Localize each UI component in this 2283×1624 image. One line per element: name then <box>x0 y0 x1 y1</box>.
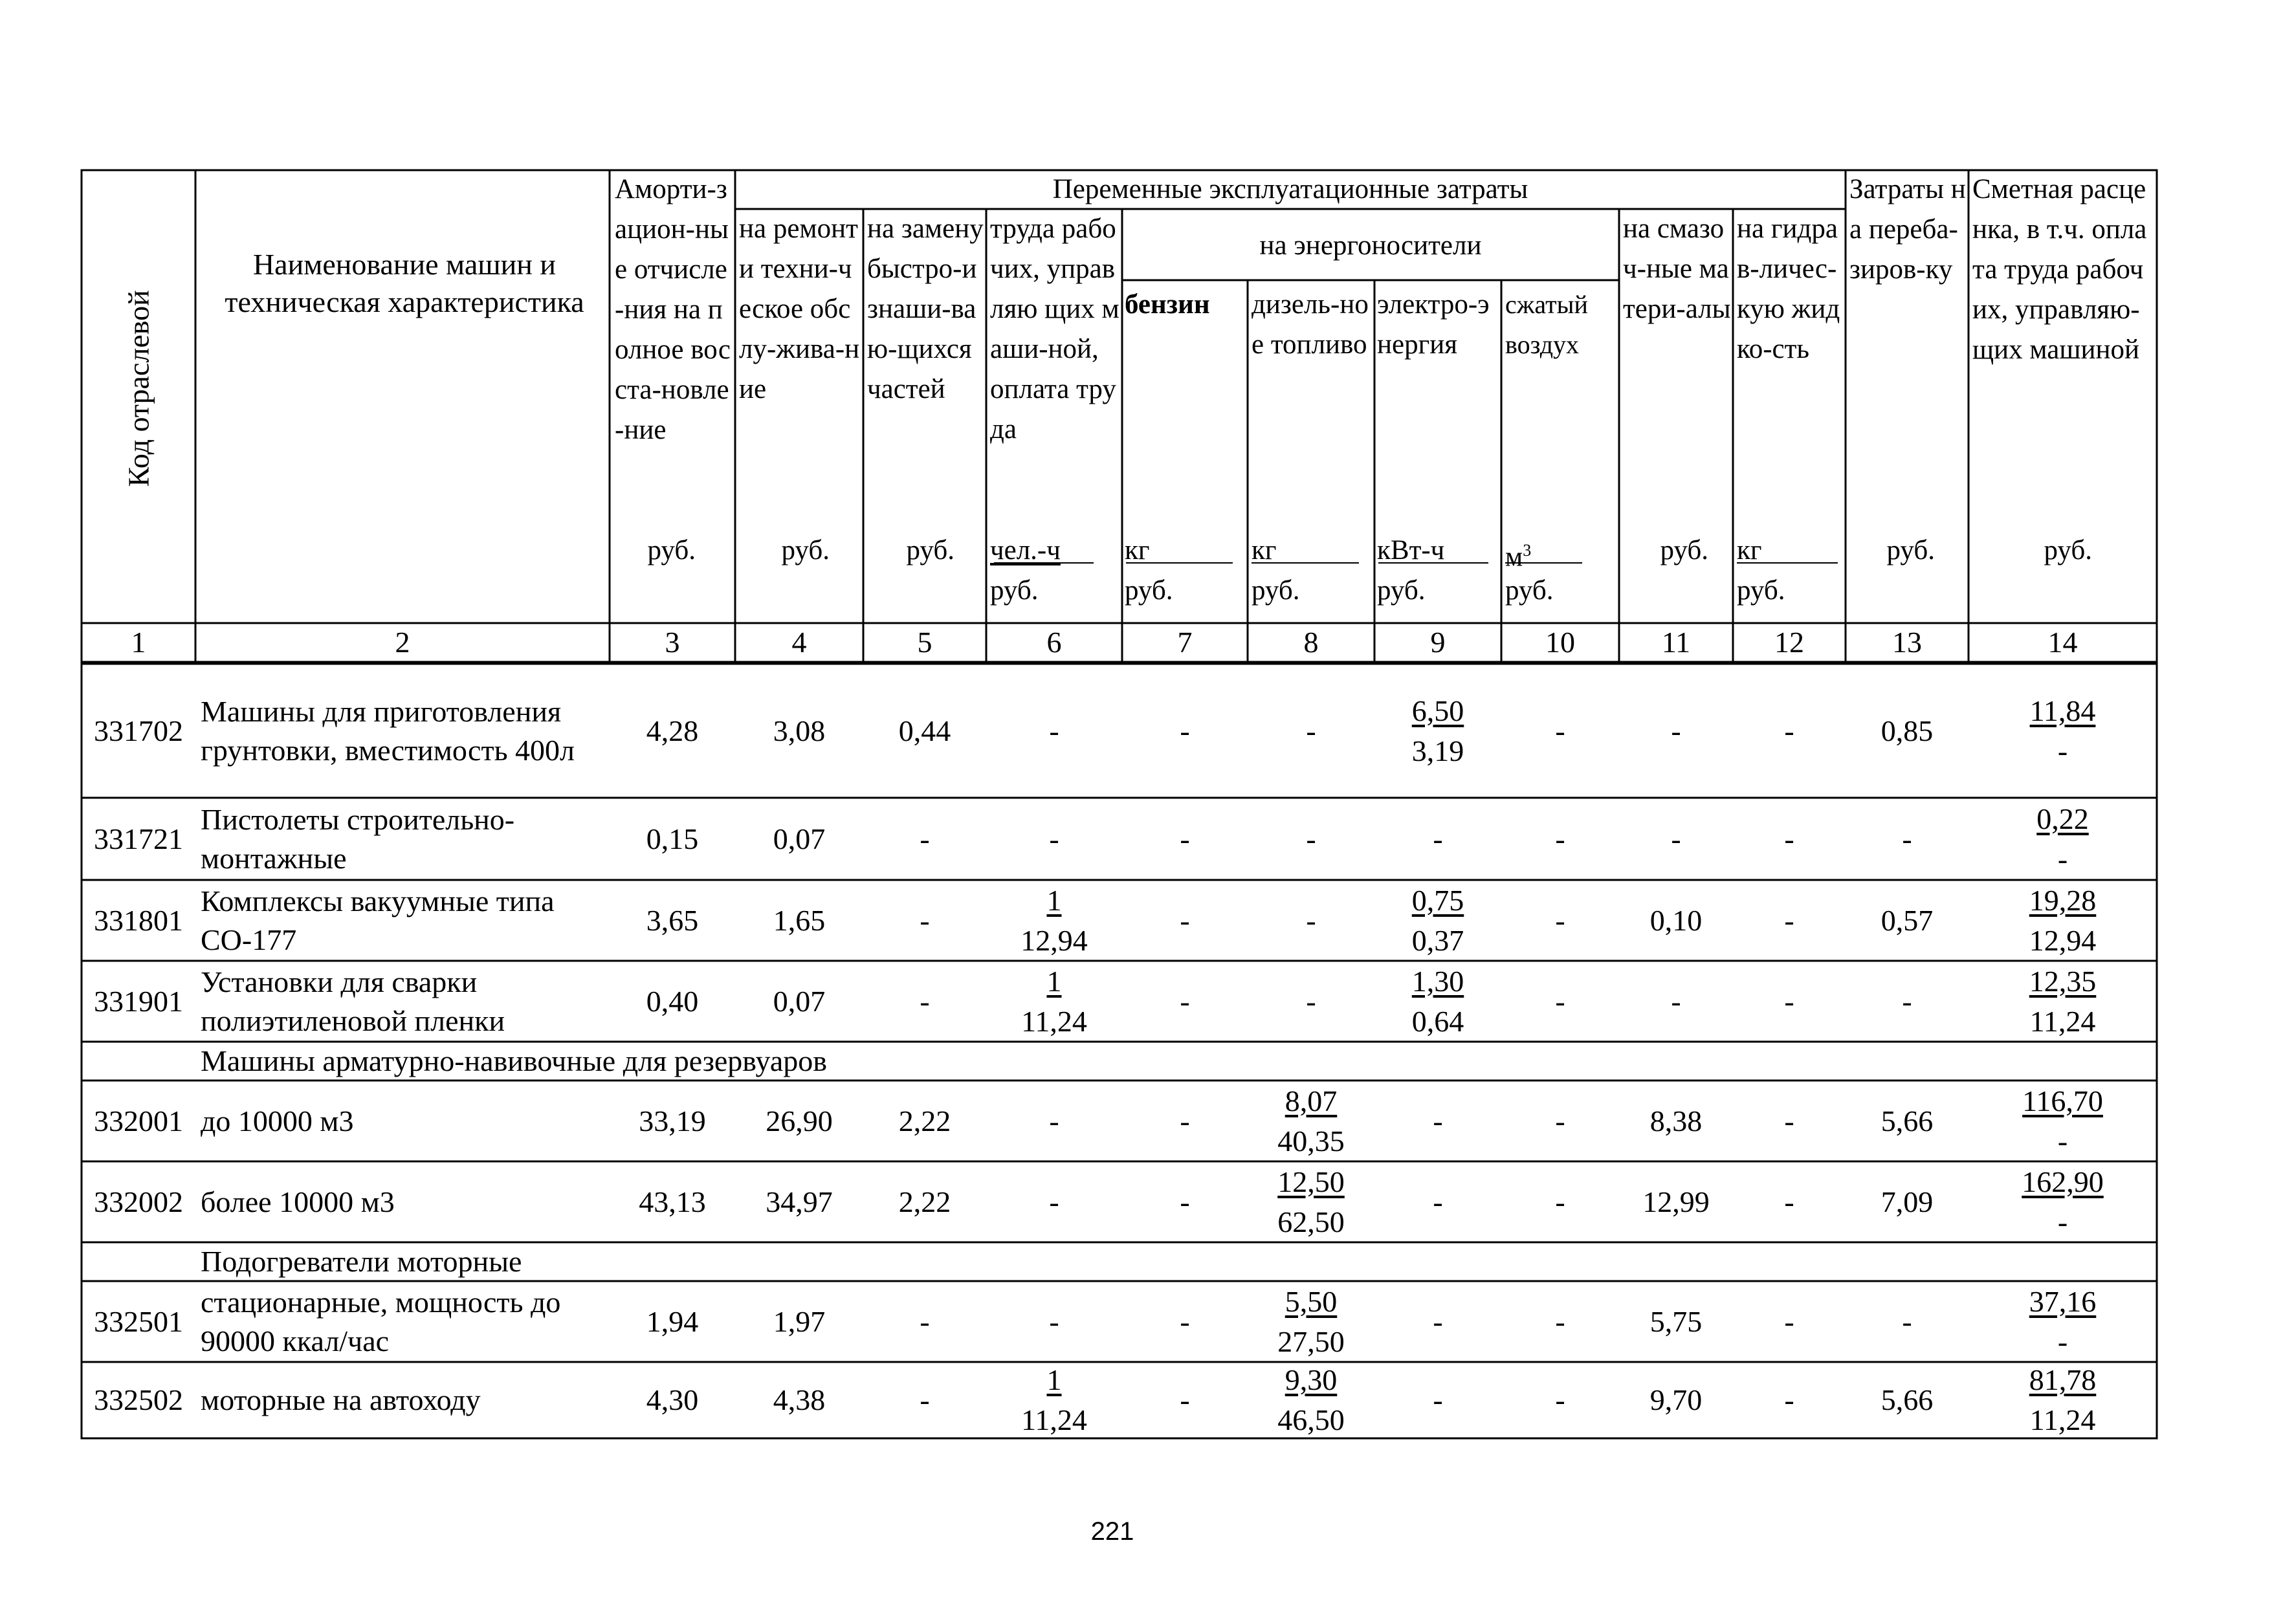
value-cell: - <box>1049 714 1059 747</box>
value-cell: - <box>1180 1304 1190 1338</box>
fraction-denominator: 0,37 <box>1411 923 1464 957</box>
value-cell: 1,94 <box>646 1304 699 1338</box>
value-cell: 0,57 <box>1880 903 1934 937</box>
row-code: 332501 <box>94 1304 183 1338</box>
column-number: 13 <box>1892 626 1922 659</box>
value-cell: - <box>1180 1383 1190 1416</box>
row-name: до 10000 м3 <box>201 1104 354 1137</box>
fraction-cell <box>1994 1282 2131 1362</box>
value-cell: 5,66 <box>1880 1383 1934 1416</box>
fraction-cell <box>1374 881 1501 961</box>
unit-rub-7: руб. <box>1125 575 1173 606</box>
value-cell: - <box>1555 903 1565 937</box>
value-cell: - <box>1180 984 1190 1018</box>
unit-m3-sup: 3 <box>1523 541 1532 560</box>
value-cell: - <box>1902 822 1912 855</box>
value-cell: - <box>1784 1185 1794 1218</box>
value-cell: - <box>1306 984 1316 1018</box>
header-energy: на энергоносители <box>1259 230 1482 261</box>
column-number: 9 <box>1430 626 1446 659</box>
header-replace: на замену быстро-изнаши-ваю-щихся частей <box>867 214 984 404</box>
header-air: сжатый воздух <box>1505 290 1588 359</box>
value-cell: - <box>920 903 930 937</box>
fraction-numerator: 37,16 <box>2029 1284 2097 1318</box>
value-cell: - <box>1784 1304 1794 1338</box>
group-heading: Машины арматурно-навивочные для резервуаров <box>201 1044 827 1077</box>
header-electricity: электро-энергия <box>1377 289 1490 360</box>
value-cell: - <box>920 822 930 855</box>
unit-chelch: чел.-ч <box>990 535 1061 565</box>
row-code: 331721 <box>94 822 183 855</box>
value-cell: 12,99 <box>1642 1185 1710 1218</box>
fraction-denominator: 11,24 <box>2029 1004 2096 1038</box>
fraction-numerator: 0,75 <box>1411 883 1464 917</box>
unit-rub-10: руб. <box>1505 575 1554 606</box>
value-cell: - <box>1671 822 1681 855</box>
value-cell: - <box>1433 822 1443 855</box>
row-name: более 10000 м3 <box>201 1185 395 1218</box>
value-cell: - <box>1784 903 1794 937</box>
value-cell: - <box>1306 822 1316 855</box>
row-code: 332502 <box>94 1383 183 1416</box>
row-name: стационарные, мощность до <box>201 1285 561 1319</box>
fraction-numerator: 116,70 <box>2022 1084 2103 1117</box>
value-cell: 1,65 <box>773 903 826 937</box>
fraction-denominator: 0,64 <box>1411 1004 1464 1038</box>
value-cell: - <box>1784 714 1794 747</box>
fraction-cell <box>1248 1162 1374 1242</box>
column-number: 4 <box>791 626 807 659</box>
fraction-numerator: 1 <box>1046 883 1062 917</box>
value-cell: 0,85 <box>1880 714 1934 747</box>
fraction-cell <box>1994 961 2131 1042</box>
row-name: 90000 ккал/час <box>201 1324 390 1357</box>
header-code: Код отраслевой <box>122 290 155 487</box>
column-number: 5 <box>917 626 932 659</box>
value-cell: - <box>1049 1304 1059 1338</box>
value-cell: 3,08 <box>773 714 826 747</box>
value-cell: 0,15 <box>646 822 699 855</box>
fraction-numerator: 12,50 <box>1277 1165 1345 1198</box>
unit-kg-7: кг <box>1125 535 1150 565</box>
value-cell: - <box>920 1304 930 1338</box>
row-name: полиэтиленовой пленки <box>201 1004 505 1037</box>
value-cell: - <box>920 984 930 1018</box>
header-relocation: Затраты на переба-зиров-ку <box>1849 174 1966 285</box>
value-cell: 33,19 <box>639 1104 706 1137</box>
fraction-cell <box>1374 961 1501 1042</box>
value-cell: - <box>1784 984 1794 1018</box>
header-labor: труда рабочих, управляю щих маши-ной, оплата труда <box>990 214 1119 444</box>
unit-kg-12: кг <box>1737 535 1762 565</box>
fraction-cell <box>1248 1282 1374 1362</box>
value-cell: 8,38 <box>1649 1104 1703 1137</box>
value-cell: - <box>1555 1185 1565 1218</box>
value-cell: - <box>1671 984 1681 1018</box>
value-cell: - <box>1555 1383 1565 1416</box>
fraction-numerator: 6,50 <box>1411 694 1464 727</box>
fraction-cell <box>1248 1360 1374 1440</box>
value-cell: 7,09 <box>1880 1185 1934 1218</box>
fraction-cell <box>1994 1081 2131 1161</box>
value-cell: 3,65 <box>646 903 699 937</box>
header-petrol: бензин <box>1125 289 1210 320</box>
unit-rub-12: руб. <box>1737 575 1785 606</box>
value-cell: 0,40 <box>646 984 699 1018</box>
unit-rub-14: руб. <box>2044 535 2092 565</box>
fraction-numerator: 12,35 <box>2029 964 2097 998</box>
fraction-denominator: 62,50 <box>1277 1205 1345 1238</box>
fraction-cell <box>986 1360 1122 1440</box>
value-cell: - <box>1049 822 1059 855</box>
fraction-cell <box>986 881 1122 961</box>
value-cell: - <box>1671 714 1681 747</box>
fraction-cell <box>986 961 1122 1042</box>
value-cell: - <box>1180 903 1190 937</box>
column-number: 8 <box>1303 626 1319 659</box>
fraction-cell <box>1994 799 2131 879</box>
unit-rub-13: руб. <box>1886 535 1935 565</box>
value-cell: 43,13 <box>639 1185 706 1218</box>
fraction-cell <box>1994 881 2131 961</box>
fraction-denominator: 11,24 <box>2029 1403 2096 1436</box>
row-code: 332002 <box>94 1185 183 1218</box>
fraction-cell <box>1374 691 1501 771</box>
column-number: 3 <box>665 626 680 659</box>
header-diesel: дизель-ное топливо <box>1252 289 1369 360</box>
unit-kg-8: кг <box>1252 535 1277 565</box>
fraction-numerator: 9,30 <box>1285 1363 1338 1396</box>
value-cell: - <box>1180 1185 1190 1218</box>
column-number: 11 <box>1661 626 1691 659</box>
column-number: 6 <box>1046 626 1062 659</box>
fraction-denominator: - <box>2057 1324 2068 1358</box>
value-cell: - <box>1902 984 1912 1018</box>
fraction-numerator: 1,30 <box>1411 964 1464 998</box>
row-code: 332001 <box>94 1104 183 1137</box>
value-cell: - <box>1306 903 1316 937</box>
value-cell: - <box>1180 1104 1190 1137</box>
value-cell: - <box>1784 1104 1794 1137</box>
value-cell: 5,75 <box>1649 1304 1703 1338</box>
unit-kvtch: кВт-ч <box>1377 535 1445 565</box>
value-cell: - <box>1784 822 1794 855</box>
header-hydraulic: на гидрав-личес-кую жидко-сть <box>1737 214 1840 364</box>
fraction-denominator: - <box>2057 734 2068 767</box>
fraction-numerator: 11,84 <box>2029 694 2096 727</box>
fraction-denominator: 27,50 <box>1277 1324 1345 1358</box>
header-repair: на ремонт и техни-ческое обслу-жива-ние <box>739 214 860 404</box>
unit-rub-9: руб. <box>1377 575 1426 606</box>
row-code: 331901 <box>94 984 183 1018</box>
fraction-denominator: - <box>2057 1205 2068 1238</box>
header-name-text: Наименование машин и техническая характеристика <box>225 248 584 318</box>
unit-rub-6: руб. <box>990 575 1039 606</box>
value-cell: 4,38 <box>773 1383 826 1416</box>
fraction-numerator: 8,07 <box>1285 1084 1338 1117</box>
column-number: 12 <box>1774 626 1804 659</box>
fraction-numerator: 1 <box>1046 1363 1062 1396</box>
fraction-cell <box>1994 1162 2131 1242</box>
unit-rub-4: руб. <box>781 535 830 565</box>
header-variable-costs: Переменные эксплуатационные затраты <box>1052 174 1528 204</box>
header-lubricants: на смазоч-ные матери-алы <box>1623 214 1731 324</box>
fraction-denominator: 11,24 <box>1021 1004 1087 1038</box>
value-cell: - <box>1555 822 1565 855</box>
fraction-denominator: 40,35 <box>1277 1124 1345 1158</box>
row-name: монтажные <box>201 841 347 875</box>
value-cell: 2,22 <box>898 1104 951 1137</box>
unit-rub-8: руб. <box>1252 575 1300 606</box>
column-number: 2 <box>395 626 410 659</box>
unit-rub-5: руб. <box>906 535 954 565</box>
value-cell: 2,22 <box>898 1185 951 1218</box>
fraction-numerator: 1 <box>1046 964 1062 998</box>
value-cell: - <box>1784 1383 1794 1416</box>
row-code: 331702 <box>94 714 183 747</box>
value-cell: - <box>1433 1304 1443 1338</box>
fraction-numerator: 0,22 <box>2036 802 2089 835</box>
value-cell: 0,44 <box>898 714 951 747</box>
fraction-denominator: 11,24 <box>1021 1403 1087 1436</box>
header-amort: Аморти-зацион-ные отчисле-ния на полное восста-новле-ние <box>615 174 731 445</box>
unit-rub-3: руб. <box>647 535 696 565</box>
row-name: моторные на автоходу <box>201 1383 481 1416</box>
value-cell: 1,97 <box>773 1304 826 1338</box>
value-cell: 9,70 <box>1649 1383 1703 1416</box>
value-cell: - <box>1049 1104 1059 1137</box>
fraction-numerator: 162,90 <box>2022 1165 2104 1198</box>
fraction-denominator: 3,19 <box>1411 734 1464 767</box>
column-number: 1 <box>131 626 146 659</box>
group-heading: Подогреватели моторные <box>201 1245 522 1278</box>
page-number: 221 <box>1090 1517 1134 1546</box>
value-cell: 34,97 <box>766 1185 833 1218</box>
row-name: Комплексы вакуумные типа <box>201 884 555 917</box>
header-estimate: Сметная расценка, в т.ч. оплата труда рабочих, управляю-щих машиной <box>1972 174 2147 365</box>
fraction-denominator: 12,94 <box>1020 923 1088 957</box>
value-cell: - <box>1306 714 1316 747</box>
column-number: 7 <box>1177 626 1193 659</box>
header-name <box>207 246 602 321</box>
column-number: 14 <box>2047 626 2078 659</box>
value-cell: - <box>1555 984 1565 1018</box>
value-cell: 0,07 <box>773 984 826 1018</box>
value-cell: 5,66 <box>1880 1104 1934 1137</box>
row-code: 331801 <box>94 903 183 937</box>
column-number: 10 <box>1545 626 1575 659</box>
value-cell: 0,07 <box>773 822 826 855</box>
value-cell: 26,90 <box>766 1104 833 1137</box>
fraction-denominator: 46,50 <box>1277 1403 1345 1436</box>
fraction-numerator: 81,78 <box>2029 1363 2097 1396</box>
row-name: Установки для сварки <box>201 965 478 998</box>
row-name: грунтовки, вместимость 400л <box>201 733 575 767</box>
value-cell: 0,10 <box>1649 903 1703 937</box>
row-name: СО-177 <box>201 923 297 956</box>
value-cell: - <box>1433 1185 1443 1218</box>
fraction-cell <box>1248 1081 1374 1161</box>
value-cell: - <box>1433 1104 1443 1137</box>
fraction-cell <box>1994 1360 2131 1440</box>
value-cell: - <box>1555 1304 1565 1338</box>
unit-m3-base: м <box>1505 542 1523 573</box>
fraction-numerator: 19,28 <box>2029 883 2097 917</box>
fraction-denominator: 12,94 <box>2029 923 2097 957</box>
value-cell: - <box>1433 1383 1443 1416</box>
row-name: Пистолеты строительно- <box>201 802 515 836</box>
unit-rub-11: руб. <box>1660 535 1708 565</box>
fraction-cell <box>1994 691 2131 771</box>
row-name: Машины для приготовления <box>201 694 562 728</box>
value-cell: - <box>1180 822 1190 855</box>
fraction-denominator: - <box>2057 842 2068 875</box>
fraction-numerator: 5,50 <box>1285 1284 1338 1318</box>
value-cell: 4,28 <box>646 714 699 747</box>
fraction-denominator: - <box>2057 1124 2068 1158</box>
value-cell: 4,30 <box>646 1383 699 1416</box>
value-cell: - <box>920 1383 930 1416</box>
value-cell: - <box>1555 1104 1565 1137</box>
value-cell: - <box>1555 714 1565 747</box>
value-cell: - <box>1049 1185 1059 1218</box>
value-cell: - <box>1180 714 1190 747</box>
value-cell: - <box>1902 1304 1912 1338</box>
